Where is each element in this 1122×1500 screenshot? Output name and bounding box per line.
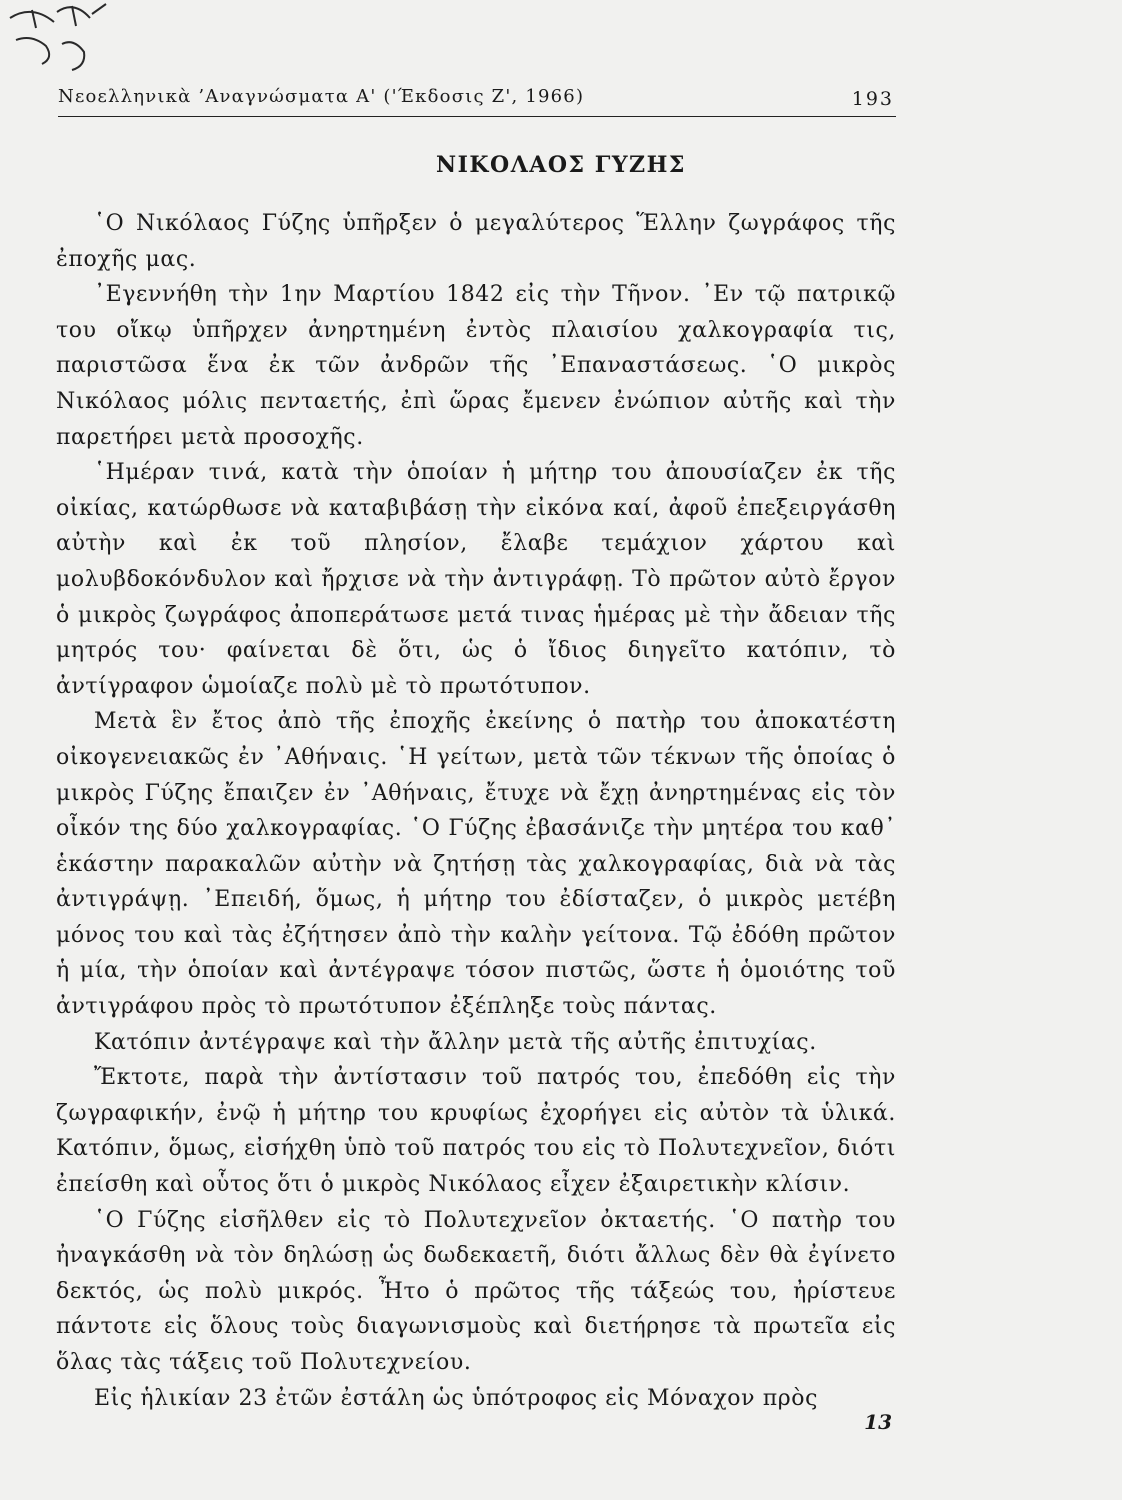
paragraph: Ἔκτοτε, παρὰ τὴν ἀντίστασιν τοῦ πατρός του, ἐπεδόθη εἰς τὴν ζωγραφικήν, ἐνῷ ἡ μήτηρ του κρυφίως ἐχορήγει εἰς αὐτὸν τὰ ὑλικά. Κατόπιν, ὅμως, εἰσήχθη ὑπὸ τοῦ πατρός του εἰς τὸ Πολυτεχνεῖον, διότι ἐπείσθη καὶ οὗτος ὅτι ὁ μικρὸς Νικόλαος εἶχεν ἐξαιρετικὴν κλίσιν. xyxy=(56,1065,896,1198)
paragraph: ᾿Εγεννήθη τὴν 1ην Μαρτίου 1842 εἰς τὴν Τῆνον. ᾿Εν τῷ πατρικῷ του οἴκῳ ὑπῆρχεν ἀνηρτημένη ἐντὸς πλαισίου χαλκογραφία τις, παριστῶσα ἕνα ἐκ τῶν ἀνδρῶν τῆς ᾿Επαναστάσεως. ῾Ο μικρὸς Νικόλαος μόλις πενταετής, ἐπὶ ὥρας ἔμενεν ἐνώπιον αὐτῆς καὶ τὴν παρετήρει μετὰ προσοχῆς. xyxy=(56,282,896,450)
paragraph: ῾Ο Γύζης εἰσῆλθεν εἰς τὸ Πολυτεχνεῖον ὀκταετής. ῾Ο πατὴρ του ἠναγκάσθη νὰ τὸν δηλώσῃ ὡς δωδεκαετῆ, διότι ἄλλως δὲν θὰ ἐγίνετο δεκτός, ὡς πολὺ μικρός. Ἦτο ὁ πρῶτος τῆς τάξεώς του, ἠρίστευε πάντοτε εἰς ὅλους τοὺς διαγωνισμοὺς καὶ διετήρησε τὰ πρωτεῖα εἰς ὅλας τὰς τάξεις τοῦ Πολυτεχνείου. xyxy=(56,1207,896,1375)
signature-mark: 13 xyxy=(864,1410,892,1434)
paragraph: Κατόπιν ἀντέγραψε καὶ τὴν ἄλλην μετὰ τῆς αὐτῆς ἐπιτυχίας. xyxy=(94,1029,817,1055)
paragraph: Μετὰ ἓν ἔτος ἀπὸ τῆς ἐποχῆς ἐκείνης ὁ πατὴρ του ἀποκατέστη οἰκογενειακῶς ἐν ᾿Αθήναις. ῾Η γείτων, μετὰ τῶν τέκνων τῆς ὁποίας ὁ μικρὸς Γύζης ἔπαιζεν ἐν ᾿Αθήναις, ἔτυχε νὰ ἔχῃ ἀνηρτημένας εἰς τὸν οἶκόν της δύο χαλκογραφίας. ῾Ο Γύζης ἐβασάνιζε τὴν μητέρα του καθ᾿ ἑκάστην παρακαλῶν αὐτὴν νὰ ζητήσῃ τὰς χαλκογραφίας, διὰ νὰ τὰς ἀντιγράψῃ. ᾿Επειδή, ὅμως, ἡ μήτηρ του ἐδίσταζεν, ὁ μικρὸς μετέβη μόνος του καὶ τὰς ἐζήτησεν ἀπὸ τὴν καλὴν γείτονα. Τῷ ἐδόθη πρῶτον ἡ μία, τὴν ὁποίαν καὶ ἀντέγραψε τόσον πιστῶς, ὥστε ἡ ὁμοιότης τοῦ ἀντιγράφου πρὸς τὸ πρωτότυπον ἐξέπληξε τοὺς πάντας. xyxy=(56,709,896,1020)
running-header xyxy=(58,86,896,117)
header-title: Νεοελληνικὰ ’Αναγνώσματα Α' ('Έκδοσις Ζ', 1966) xyxy=(58,86,585,107)
paragraph: Εἰς ἡλικίαν 23 ἐτῶν ἐστάλη ὡς ὑπότροφος εἰς Μόναχον πρὸς xyxy=(94,1385,819,1411)
paragraph: ῾Ο Νικόλαος Γύζης ὑπῆρξεν ὁ μεγαλύτερος Ἕλλην ζωγράφος τῆς ἐποχῆς μας. xyxy=(56,211,896,272)
paragraph: ῾Ημέραν τινά, κατὰ τὴν ὁποίαν ἡ μήτηρ του ἀπουσίαζεν ἐκ τῆς οἰκίας, κατώρθωσε νὰ καταβιβάσῃ τὴν εἰκόνα καί, ἀφοῦ ἐπεξειργάσθη αὐτὴν καὶ ἐκ τοῦ πλησίον, ἔλαβε τεμάχιον χάρτου καὶ μολυβδοκόνδυλον καὶ ἤρχισε νὰ τὴν ἀντιγράφῃ. Τὸ πρῶτον αὐτὸ ἔργον ὁ μικρὸς ζωγράφος ἀποπεράτωσε μετά τινας ἡμέρας μὲ τὴν ἄδειαν τῆς μητρός του· φαίνεται δὲ ὅτι, ὡς ὁ ἴδιος διηγεῖτο κατόπιν, τὸ ἀντίγραφον ὡμοίαζε πολὺ μὲ τὸ πρωτότυπον. xyxy=(56,460,896,699)
handwritten-annotation xyxy=(2,0,112,80)
article-body xyxy=(56,206,896,1416)
header-page-number: 193 xyxy=(851,88,894,110)
article-title: ΝΙΚΟΛΑΟΣ ΓΥΖΗΣ xyxy=(436,152,686,178)
